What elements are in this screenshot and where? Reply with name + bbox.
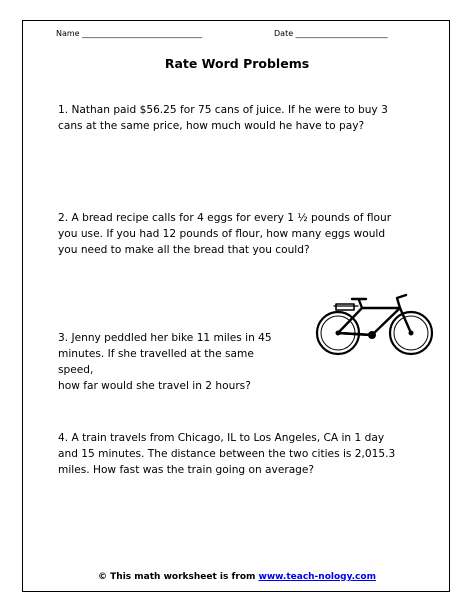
problem-line: how far would she travel in 2 hours? — [58, 380, 251, 392]
problem-line: 2. A bread recipe calls for 4 eggs for every 1 ½ pounds of flour — [58, 212, 392, 224]
problem-line: miles. How fast was the train going on average? — [58, 464, 315, 476]
problem-1 — [58, 102, 418, 134]
problem-line: 4. A train travels from Chicago, IL to Los Angeles, CA in 1 day — [58, 432, 385, 444]
copyright-footer — [0, 572, 474, 582]
problem-3 — [58, 330, 288, 394]
problem-line: you use. If you had 12 pounds of flour, how many eggs would — [58, 228, 386, 240]
problem-line: 1. Nathan paid $56.25 for 75 cans of juice. If he were to buy 3 — [58, 104, 388, 116]
copyright-text: © This math worksheet is from — [98, 572, 259, 582]
problem-line: cans at the same price, how much would he have to pay? — [58, 120, 365, 132]
worksheet-title: Rate Word Problems — [164, 56, 310, 71]
problem-2 — [58, 210, 418, 258]
problem-line: minutes. If she travelled at the same speed, — [58, 348, 254, 376]
website-link[interactable]: www.teach-nology.com — [258, 572, 376, 582]
problem-line: you need to make all the bread that you could? — [58, 244, 310, 256]
date-field-label: Date _______________________ — [274, 29, 388, 38]
problem-4 — [58, 430, 418, 478]
bicycle-icon — [314, 286, 436, 360]
problem-line: and 15 minutes. The distance between the two cities is 2,015.3 — [58, 448, 396, 460]
problem-line: 3. Jenny peddled her bike 11 miles in 45 — [58, 332, 272, 344]
name-field-label: Name ______________________________ — [56, 29, 203, 38]
